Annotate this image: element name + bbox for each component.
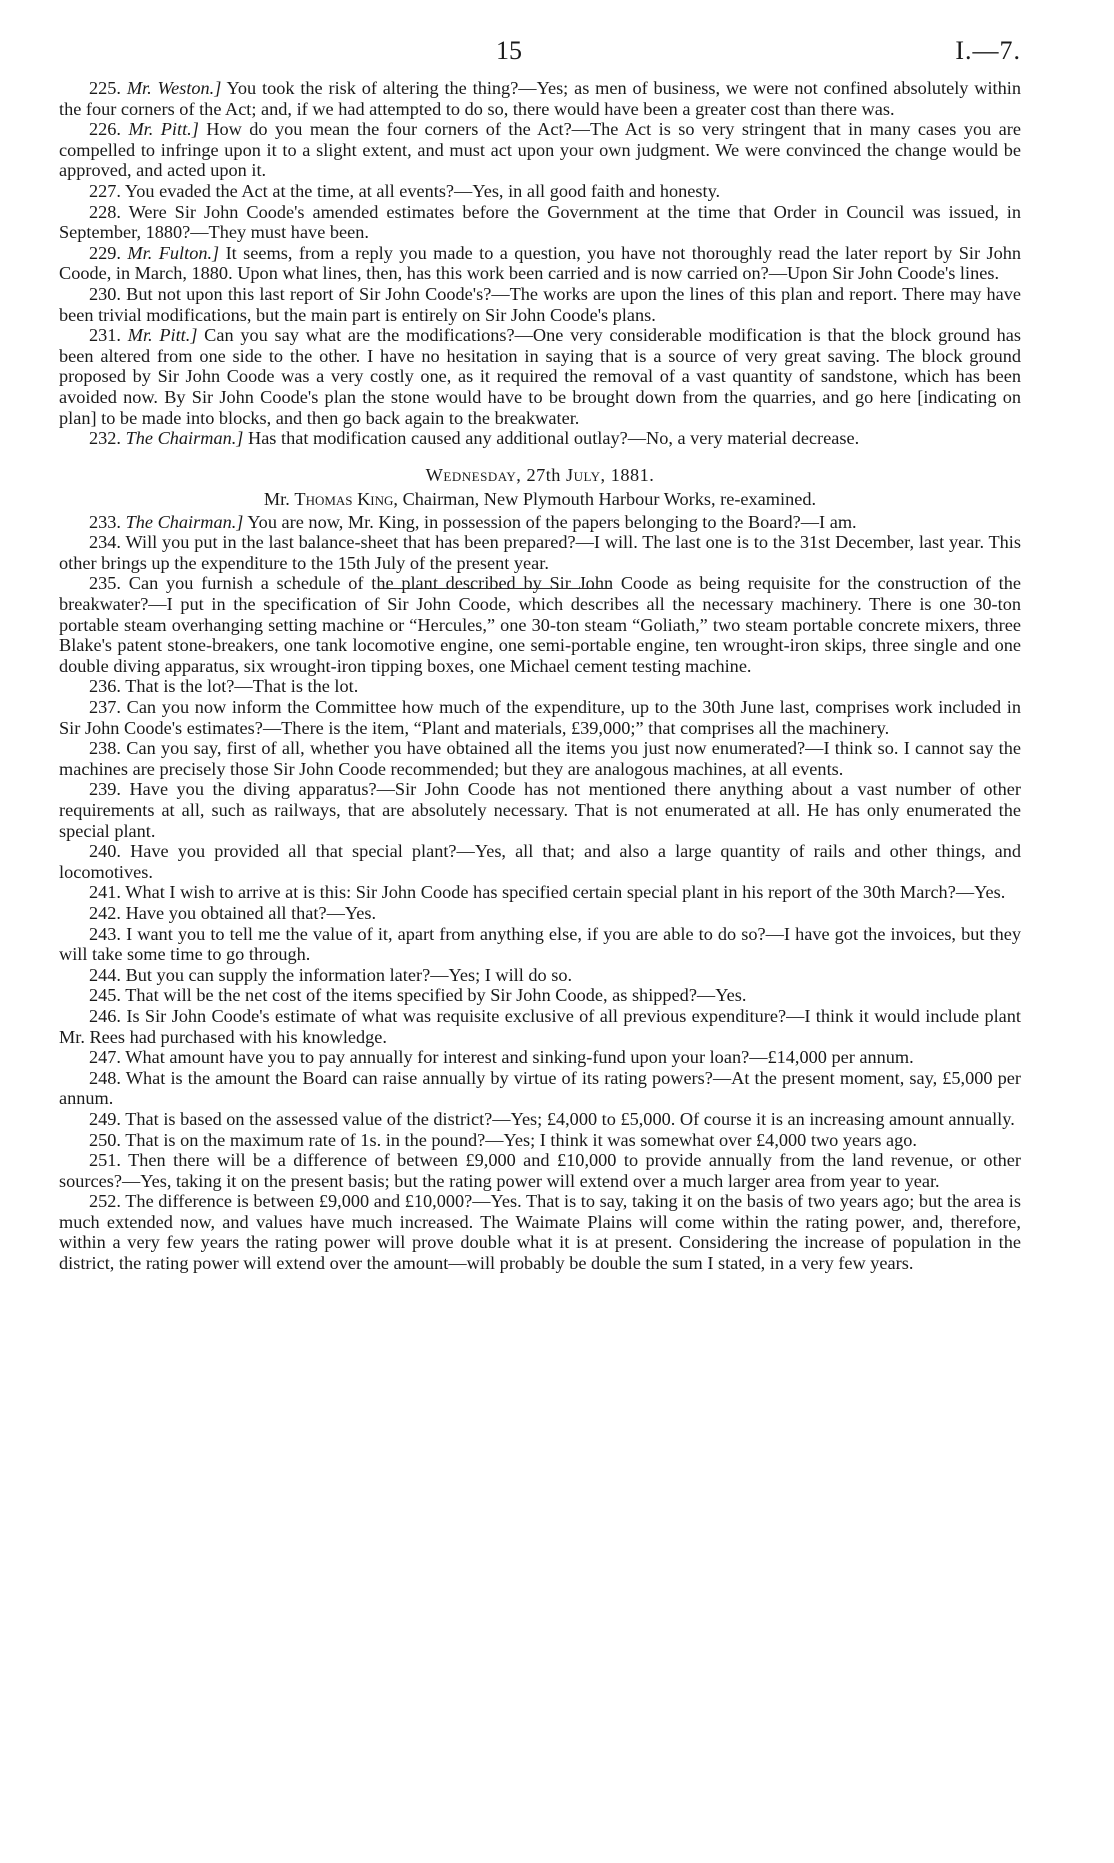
page-header <box>59 36 1021 78</box>
question-number: 239. <box>89 779 121 800</box>
question-number: 234. <box>89 532 121 553</box>
question-text: That is based on the assessed value of the district?—Yes; £4,000 to £5,000. Of course it is an increasing amount annually. <box>125 1108 1015 1129</box>
question-number: 225. <box>89 78 121 98</box>
question-paragraph <box>59 738 1021 779</box>
question-text: What amount have you to pay annually for interest and sinking-fund upon your loan?—£14,000 per annum. <box>125 1047 914 1068</box>
question-text: That will be the net cost of the items specified by Sir John Coode, as shipped?—Yes. <box>125 985 747 1006</box>
question-text: Has that modification caused any additional outlay?—No, a very material decrease. <box>243 428 860 449</box>
question-number: 252. <box>89 1191 121 1212</box>
question-paragraph <box>59 1006 1021 1047</box>
question-paragraph <box>59 1130 1021 1151</box>
page-number: 15 <box>496 36 522 65</box>
question-paragraph <box>59 532 1021 573</box>
question-number: 247. <box>89 1047 121 1068</box>
question-number: 233. <box>89 511 121 532</box>
question-paragraph <box>59 1109 1021 1130</box>
question-text: That is the lot?—That is the lot. <box>125 676 359 697</box>
question-text: Can you now inform the Committee how much of the expenditure, up to the 30th June last, comprises work included in Sir John Coode's estimates?—There is the item, “Plant and materials, £39,000;” that comprises all the machinery. <box>59 697 1021 738</box>
question-number: 240. <box>89 841 121 862</box>
question-paragraph <box>59 985 1021 1006</box>
question-number: 227. <box>89 180 121 201</box>
question-paragraph <box>59 284 1021 325</box>
question-paragraph <box>59 243 1021 284</box>
question-paragraph <box>59 1068 1021 1109</box>
question-number: 238. <box>89 738 121 759</box>
question-text: That is on the maximum rate of 1s. in the pound?—Yes; I think it was somewhat over £4,000 two years ago. <box>125 1129 917 1150</box>
question-number: 228. <box>89 201 121 222</box>
question-number: 226. <box>89 119 121 140</box>
question-text: How do you mean the four corners of the Act?—The Act is so very stringent that in many cases you are compelled to infringe upon it to a slight extent, and must act upon your own judgment. We were convinced the change would be approved, and acted upon it. <box>59 119 1021 181</box>
section-divider-rule <box>380 588 612 589</box>
question-text: Have you obtained all that?—Yes. <box>125 902 377 923</box>
question-number: 246. <box>89 1005 121 1026</box>
question-paragraph <box>59 428 1021 449</box>
question-paragraph <box>59 1191 1021 1273</box>
question-text: Can you say what are the modifications?—One very considerable modification is that the block ground has been altered from one side to the other. I have no hesitation in saying that is a source of very great saving. The block ground proposed by Sir John Coode was a very costly one, as it required the removal of a vast quantity of sandstone, which has been avoided now. By Sir John Coode's plan the stone would have to be brought down from the quarries, and go here [indicating on plan] to be made into blocks, and then go back again to the breakwater. <box>59 325 1021 428</box>
question-number: 235. <box>89 573 121 594</box>
speaker-name: Mr. Pitt.] <box>127 325 198 346</box>
question-text: Will you put in the last balance-sheet that has been prepared?—I will. The last one is to the 31st December, last year. This other brings up the expenditure to the 15th July of the present year. <box>59 532 1021 573</box>
question-number: 250. <box>89 1129 121 1150</box>
question-paragraph <box>59 697 1021 738</box>
section-before-sitting <box>59 78 1021 449</box>
question-number: 242. <box>89 902 121 923</box>
question-number: 251. <box>89 1150 121 1171</box>
question-text: It seems, from a reply you made to a question, you have not thoroughly read the later report by Sir John Coode, in March, 1880. Upon what lines, then, has this work been carried and is now carried on?—Upon Sir John Coode's lines. <box>59 242 1021 284</box>
document-reference: I.—7. <box>955 36 1021 65</box>
document-page <box>59 36 1021 1274</box>
question-text: Can you furnish a schedule of the plant described by Sir John Coode as being requisite for the construction of the breakwater?—I put in the specification of Sir John Coode, which describes all the necessary machinery. There is one 30-ton portable steam overhanging setting machine or “Hercules,” one 30-ton steam “Goliath,” two steam portable concrete mixers, three Blake's patent stone-breakers, one tank locomotive engine, one semi-portable engine, ten wrought-iron skips, three single and one double diving apparatus, six wrought-iron tipping boxes, one Michael cement testing machine. <box>59 573 1021 676</box>
question-text: Then there will be a difference of between £9,000 and £10,000 to provide annually from the land revenue, or other sources?—Yes, taking it on the present basis; but the rating power will extend over a much larger area from year to year. <box>59 1150 1021 1191</box>
question-text: Is Sir John Coode's estimate of what was requisite exclusive of all previous expenditure?—I think it would include plant Mr. Rees had purchased with his knowledge. <box>59 1005 1021 1047</box>
question-text: Can you say, first of all, whether you have obtained all the items you just now enumerated?—I think so. I cannot say the machines are precisely those Sir John Coode recommended; but they are analogous machines, at all events. <box>59 738 1021 779</box>
speaker-name: The Chairman.] <box>125 511 244 532</box>
section-after-sitting <box>59 512 1021 1274</box>
question-paragraph <box>59 1150 1021 1191</box>
question-paragraph <box>59 512 1021 533</box>
speaker-name: The Chairman.] <box>125 428 244 449</box>
question-text: But you can supply the information later?—Yes; I will do so. <box>125 964 573 985</box>
question-number: 237. <box>89 697 121 718</box>
question-number: 244. <box>89 964 121 985</box>
question-paragraph <box>59 676 1021 697</box>
question-text: The difference is between £9,000 and £10,000?—Yes. That is to say, taking it on the basis of two years ago; but the area is much extended now, and values have much increased. The Waimate Plains will come within the rating power, and, therefore, within a very few years the rating power will prove double what it is at present. Considering the increase of population in the district, the rating power will extend over the amount—will probably be double the sum I stated, in a very few years. <box>59 1191 1021 1274</box>
question-paragraph <box>59 882 1021 903</box>
question-paragraph <box>59 78 1021 119</box>
question-number: 249. <box>89 1108 121 1129</box>
question-text: You evaded the Act at the time, at all events?—Yes, in all good faith and honesty. <box>124 180 721 201</box>
question-text: What is the amount the Board can raise annually by virtue of its rating powers?—At the present moment, say, £5,000 per annum. <box>59 1067 1021 1109</box>
question-number: 248. <box>89 1067 121 1088</box>
question-number: 230. <box>89 283 121 304</box>
question-number: 229. <box>89 242 121 263</box>
question-text: You took the risk of altering the thing?—Yes; as men of business, we were not confined absolutely within the four corners of the Act; and, if we had attempted to do so, there would have been a greater cost than there was. <box>59 78 1021 119</box>
question-text: I want you to tell me the value of it, apart from anything else, if you are able to do so?—I have got the invoices, but they will take some time to go through. <box>59 923 1021 965</box>
question-number: 245. <box>89 985 121 1006</box>
question-number: 231. <box>89 325 121 346</box>
question-text: Have you the diving apparatus?—Sir John Coode has not mentioned there anything about a vast number of other requirements at all, such as railways, that are absolutely necessary. That is not enumerated at all. He has only enumerated the special plant. <box>59 779 1021 841</box>
question-number: 232. <box>89 428 121 449</box>
question-text: What I wish to arrive at is this: Sir John Coode has specified certain special plant in his report of the 30th March?—Yes. <box>125 882 1006 903</box>
question-text: Have you provided all that special plant?—Yes, all that; and also a large quantity of rails and other things, and locomotives. <box>59 841 1021 882</box>
speaker-name: Mr. Weston.] <box>126 78 222 98</box>
question-paragraph <box>59 202 1021 243</box>
witness-line: Mr. Thomas King, Chairman, New Plymouth Harbour Works, re-examined. <box>263 488 817 509</box>
sitting-date: Wednesday, 27th July, 1881. <box>425 464 655 485</box>
question-paragraph <box>59 841 1021 882</box>
question-paragraph <box>59 924 1021 965</box>
question-paragraph <box>59 325 1021 428</box>
question-paragraph <box>59 1047 1021 1068</box>
question-paragraph <box>59 965 1021 986</box>
speaker-name: Mr. Fulton.] <box>127 242 220 263</box>
question-text: Were Sir John Coode's amended estimates before the Government at the time that Order in Council was issued, in September, 1880?—They must have been. <box>59 201 1021 243</box>
question-text: You are now, Mr. King, in possession of the papers belonging to the Board?—I am. <box>243 511 857 532</box>
question-paragraph <box>59 181 1021 202</box>
question-number: 236. <box>89 676 121 697</box>
question-paragraph <box>59 903 1021 924</box>
question-paragraph <box>59 119 1021 181</box>
sitting-heading <box>59 465 1021 510</box>
question-number: 243. <box>89 923 121 944</box>
question-text: But not upon this last report of Sir John Coode's?—The works are upon the lines of this plan and report. There may have been trivial modifications, but the main part is entirely on Sir John Coode's plans. <box>59 283 1021 325</box>
question-paragraph <box>59 779 1021 841</box>
speaker-name: Mr. Pitt.] <box>128 119 199 140</box>
question-number: 241. <box>89 882 121 903</box>
